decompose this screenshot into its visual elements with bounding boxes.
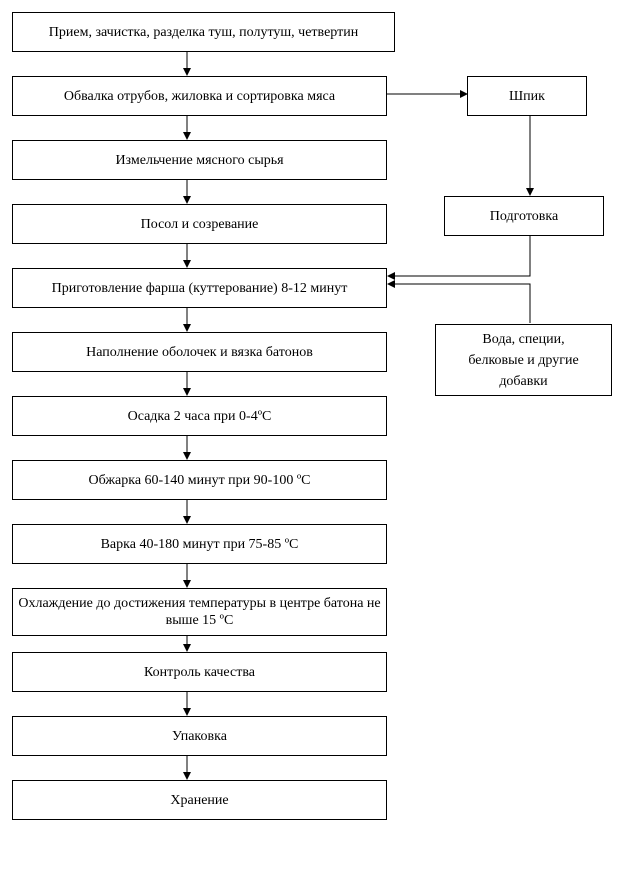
step-cooling: Охлаждение до достижения температуры в центре батона не выше 15 ºС <box>12 588 387 636</box>
step-storage: Хранение <box>12 780 387 820</box>
step-settling: Осадка 2 часа при 0-4ºС <box>12 396 387 436</box>
side-fat: Шпик <box>467 76 587 116</box>
arrow-prep-to-mince <box>388 236 530 276</box>
step-receiving: Прием, зачистка, разделка туш, полутуш, четвертин <box>12 12 395 52</box>
side-preparation: Подготовка <box>444 196 604 236</box>
step-mince-preparation: Приготовление фарша (куттерование) 8-12 минут <box>12 268 387 308</box>
step-cooking: Варка 40-180 минут при 75-85 ºС <box>12 524 387 564</box>
step-roasting: Обжарка 60-140 минут при 90-100 ºС <box>12 460 387 500</box>
arrow-additives-to-mince <box>388 284 530 323</box>
step-packaging: Упаковка <box>12 716 387 756</box>
step-grinding: Измельчение мясного сырья <box>12 140 387 180</box>
step-quality-control: Контроль качества <box>12 652 387 692</box>
step-filling-casings: Наполнение оболочек и вязка батонов <box>12 332 387 372</box>
step-deboning: Обвалка отрубов, жиловка и сортировка мяса <box>12 76 387 116</box>
step-salting: Посол и созревание <box>12 204 387 244</box>
side-additives: Вода, специи, белковые и другие добавки <box>435 324 612 396</box>
